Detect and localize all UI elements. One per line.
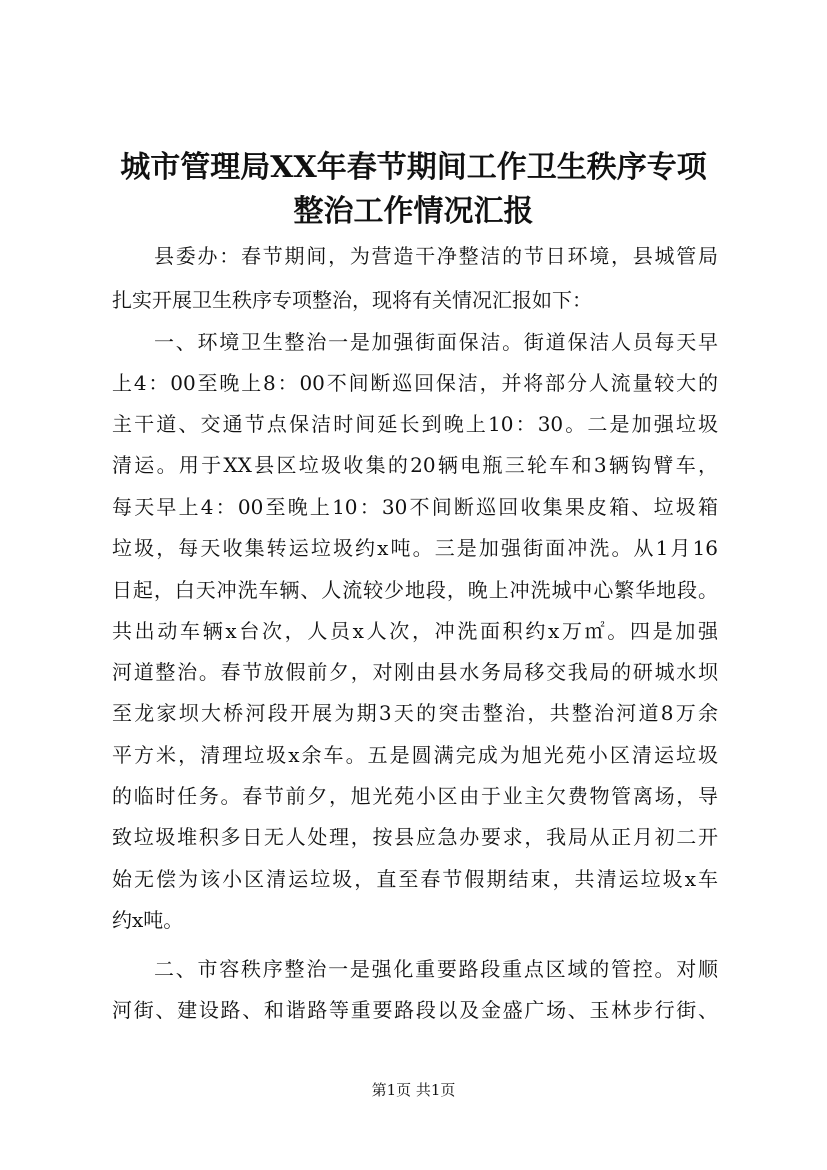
paragraph-line: 平方米，清理垃圾x余车。五是圆满完成为旭光苑小区清运垃圾 xyxy=(112,743,718,767)
paragraph-line: 垃圾，每天收集转运垃圾约x吨。三是加强街面冲洗。从1月16 xyxy=(112,536,718,560)
paragraph-line: 二、市容秩序整治一是强化重要路段重点区域的管控。对顺 xyxy=(154,957,718,981)
paragraph-line: 河道整治。春节放假前夕，对刚由县水务局移交我局的研城水坝 xyxy=(112,660,718,684)
paragraph-line: 致垃圾堆积多日无人处理，按县应急办要求，我局从正月初二开 xyxy=(112,825,718,849)
paragraph-line: 共出动车辆x台次，人员x人次，冲洗面积约x万㎡。四是加强 xyxy=(112,619,718,643)
paragraph-line: 每天早上4：00至晚上10：30不间断巡回收集果皮箱、垃圾箱 xyxy=(112,495,718,519)
paragraph-line: 至龙家坝大桥河段开展为期3天的突击整治，共整治河道8万余 xyxy=(112,701,718,725)
paragraph-line: 日起，白天冲洗车辆、人流较少地段，晚上冲洗城中心繁华地段。 xyxy=(112,578,718,602)
paragraph-line: 的临时任务。春节前夕，旭光苑小区由于业主欠费物管离场，导 xyxy=(112,784,718,808)
paragraph-line: 扎实开展卫生秩序专项整治，现将有关情况汇报如下： xyxy=(112,288,592,312)
paragraph-line: 始无偿为该小区清运垃圾，直至春节假期结束，共清运垃圾x车 xyxy=(112,867,718,891)
paragraph-line: 清运。用于XX县区垃圾收集的20辆电瓶三轮车和3辆钩臂车， xyxy=(112,453,718,477)
paragraph-line: 约x吨。 xyxy=(112,908,184,932)
page-footer: 第1页 共1页 xyxy=(371,1081,456,1099)
paragraph-line: 县委办：春节期间，为营造干净整洁的节日环境，县城管局 xyxy=(154,244,718,268)
paragraph-line: 主干道、交通节点保洁时间延长到晚上10：30。二是加强垃圾 xyxy=(112,412,718,436)
paragraph-line: 河街、建设路、和谐路等重要路段以及金盛广场、玉林步行街、 xyxy=(112,998,718,1022)
paragraph-line: 一、环境卫生整治一是加强街面保洁。街道保洁人员每天早 xyxy=(154,330,718,354)
document-title-line-2: 整治工作情况汇报 xyxy=(293,194,534,229)
paragraph-line: 上4：00至晚上8：00不间断巡回保洁，并将部分人流量较大的 xyxy=(112,371,718,395)
document-title-line-1: 城市管理局XX年春节期间工作卫生秩序专项 xyxy=(120,150,707,185)
